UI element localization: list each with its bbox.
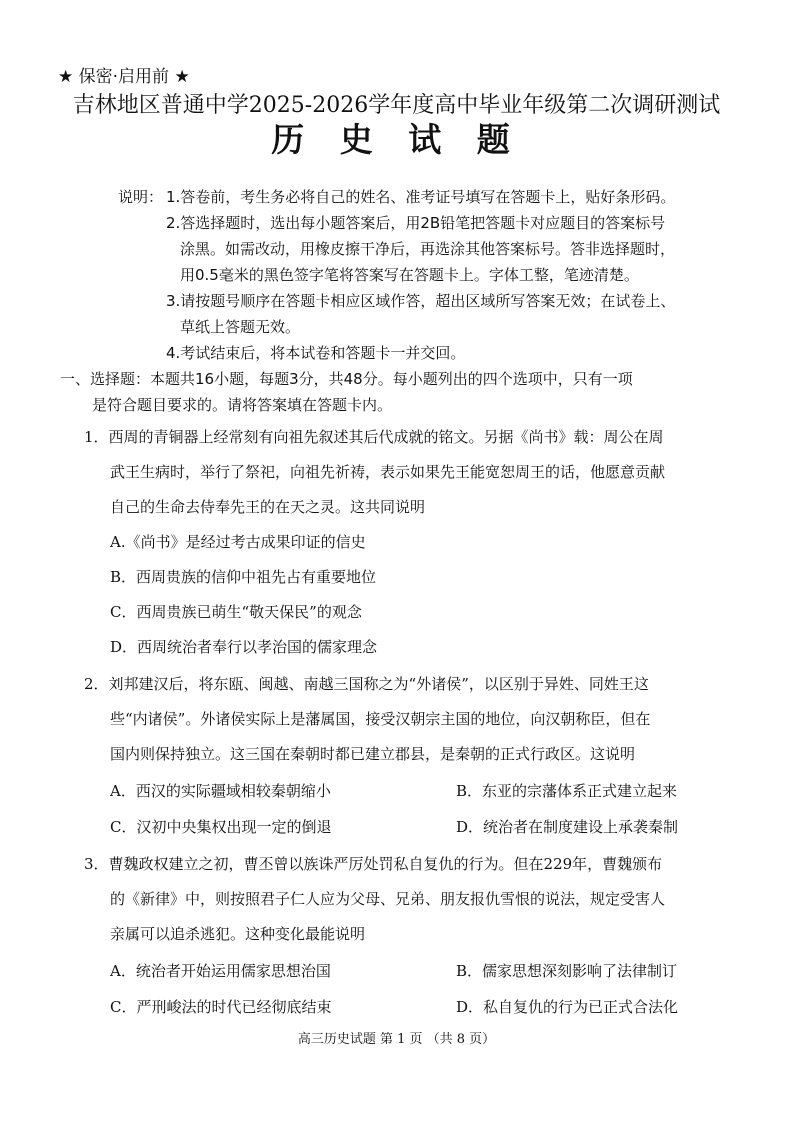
exam-title: 吉林地区普通中学2025-2026学年度高中毕业年级第二次调研测试 bbox=[72, 93, 721, 118]
section-heading: 一、选择题：本题共16小题，每题3分，共48分。每小题列出的四个选项中，只有一项 bbox=[60, 370, 633, 388]
instruction-line: 草纸上答题无效。 bbox=[180, 318, 301, 336]
question-2-option-c: C．汉初中央集权出现一定的倒退 bbox=[110, 818, 332, 836]
question-2-stem: 国内则保持独立。这三国在秦朝时都已建立郡县，是秦朝的正式行政区。这说明 bbox=[110, 745, 636, 763]
question-1-stem: 1．西周的青铜器上经常刻有向祖先叙述其后代成就的铭文。另据《尚书》载：周公在周 bbox=[84, 428, 664, 446]
confidential-label: ★ 保密·启用前 ★ bbox=[58, 67, 190, 87]
page-footer: 高三历史试题 第 1 页 （共 8 页） bbox=[297, 1032, 496, 1047]
question-1-option-d: D．西周统治者奉行以孝治国的儒家理念 bbox=[110, 638, 378, 656]
question-3-stem: 亲属可以追杀逃犯。这种变化最能说明 bbox=[110, 925, 366, 943]
question-3-stem: 3．曹魏政权建立之初，曹丕曾以族诛严厉处罚私自复仇的行为。但在229年，曹魏颁布 bbox=[84, 855, 663, 873]
question-1-stem: 武王生病时，举行了祭祀，向祖先祈祷，表示如果先王能宽恕周王的话，他愿意贡献 bbox=[110, 463, 666, 481]
question-3-option-c: C．严刑峻法的时代已经彻底结束 bbox=[110, 998, 332, 1016]
instruction-line: 2.答选择题时，选出每小题答案后，用2B铅笔把答题卡对应题目的答案标号 bbox=[166, 214, 666, 232]
question-3-option-b: B．儒家思想深刻影响了法律制订 bbox=[456, 962, 678, 980]
question-3-stem: 的《新律》中，则按照君子仁人应为父母、兄弟、朋友报仇雪恨的说法，规定受害人 bbox=[110, 890, 666, 908]
question-2-stem: 2．刘邦建汉后，将东瓯、闽越、南越三国称之为“外诸侯”，以区别于异姓、同姓王这 bbox=[84, 675, 649, 693]
question-1-stem: 自己的生命去侍奉先王的在天之灵。这共同说明 bbox=[110, 498, 426, 516]
subject-title: 历 史 试 题 bbox=[271, 120, 522, 159]
instruction-line: 3.请按题号顺序在答题卡相应区域作答，超出区域所写答案无效；在试卷上、 bbox=[166, 292, 676, 310]
instruction-line: 用0.5毫米的黑色签字笔将答案写在答题卡上。字体工整，笔迹清楚。 bbox=[180, 266, 639, 284]
question-1-option-a: A.《尚书》是经过考古成果印证的信史 bbox=[110, 533, 366, 551]
instruction-line: 1.答卷前，考生务必将自己的姓名、准考证号填写在答题卡上，贴好条形码。 bbox=[166, 188, 676, 206]
section-heading-cont: 是符合题目要求的。请将答案填在答题卡内。 bbox=[92, 396, 393, 414]
question-1-option-c: C．西周贵族已萌生“敬天保民”的观念 bbox=[110, 603, 362, 621]
question-1-option-b: B．西周贵族的信仰中祖先占有重要地位 bbox=[110, 568, 377, 586]
instruction-line: 4.考试结束后，将本试卷和答题卡一并交回。 bbox=[166, 344, 466, 362]
question-2-stem: 些“内诸侯”。外诸侯实际上是藩属国，接受汉朝宗主国的地位，向汉朝称臣，但在 bbox=[110, 710, 651, 728]
instructions-lead: 说明： bbox=[118, 188, 164, 206]
question-3-option-a: A．统治者开始运用儒家思想治国 bbox=[110, 962, 331, 980]
question-2-option-d: D．统治者在制度建设上承袭秦制 bbox=[456, 818, 679, 836]
question-2-option-b: B．东亚的宗藩体系正式建立起来 bbox=[456, 782, 678, 800]
question-3-option-d: D．私自复仇的行为已正式合法化 bbox=[456, 998, 679, 1016]
question-2-option-a: A．西汉的实际疆域相较秦朝缩小 bbox=[110, 782, 331, 800]
instruction-line: 涂黑。如需改动，用橡皮擦干净后，再选涂其他答案标号。答非选择题时， bbox=[180, 240, 676, 258]
